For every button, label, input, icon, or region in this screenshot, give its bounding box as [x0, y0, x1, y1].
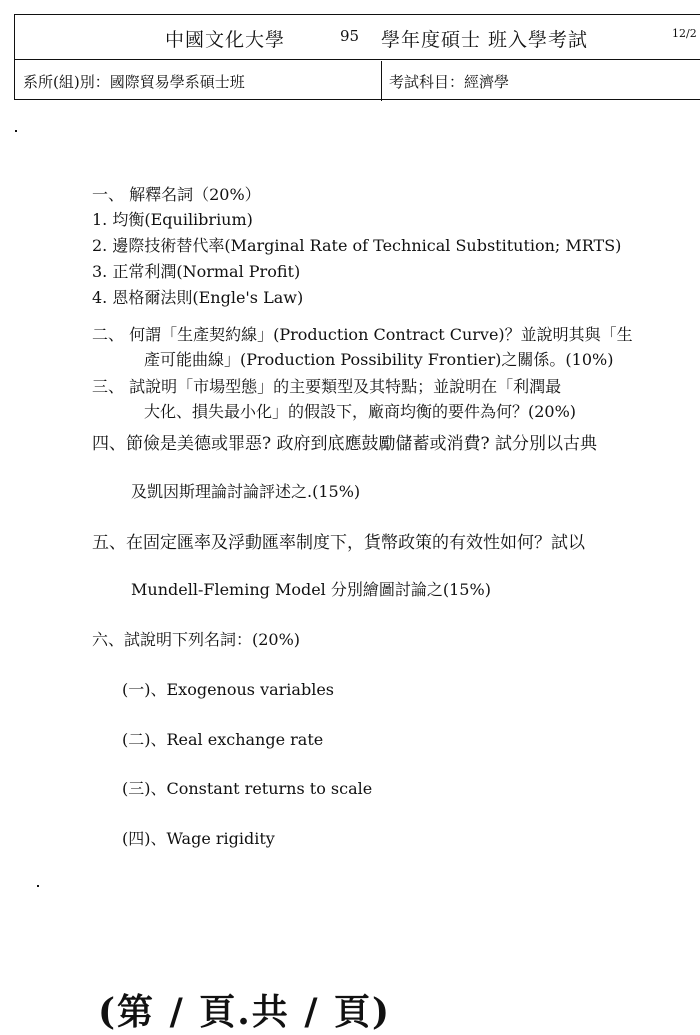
question-2-line: 產可能曲線」(Production Possibility Frontier)之關係。(10%)	[144, 350, 614, 369]
scan-speck	[37, 885, 39, 887]
question-5-line: Mundell-Fleming Model 分別繪圖討論之(15%)	[131, 580, 491, 599]
department-label: 系所(組)別：國際貿易學系碩士班	[23, 73, 245, 91]
question-6-item: (一)、Exogenous variables	[122, 680, 334, 699]
question-1-item: 4. 恩格爾法則(Engle's Law)	[92, 288, 304, 307]
question-2-line: 二、 何謂「生產契約線」(Production Contract Curve)？並說明其與「生	[92, 325, 633, 344]
subject-label: 考試科目：經濟學	[389, 73, 510, 91]
question-5-line: 五、在固定匯率及浮動匯率制度下，貨幣政策的有效性如何？試以	[92, 533, 585, 553]
header-divider	[381, 61, 382, 101]
question-4-line: 四、節儉是美德或罪惡? 政府到底應鼓勵儲蓄或消費? 試分別以古典	[92, 434, 598, 454]
question-3-line: 三、 試說明「市場型態」的主要類型及其特點；並說明在「利潤最	[92, 377, 562, 396]
question-4-line: 及凱因斯理論討論評述之.(15%)	[131, 482, 361, 501]
question-6-heading: 六、試說明下列名詞：(20%)	[92, 630, 301, 649]
academic-year: 95	[340, 27, 360, 45]
question-1-item: 1. 均衡(Equilibrium)	[92, 210, 253, 229]
header-title-row	[15, 15, 700, 60]
page-reference: 12/2	[672, 27, 697, 40]
scan-speck	[15, 130, 17, 132]
question-6-item: (二)、Real exchange rate	[122, 730, 324, 749]
question-1-item: 3. 正常利潤(Normal Profit)	[92, 262, 301, 281]
question-6-item: (四)、Wage rigidity	[122, 829, 275, 848]
exam-header	[14, 14, 700, 100]
question-3-line: 大化、損失最小化」的假設下，廠商均衡的要件為何？(20%)	[144, 402, 577, 421]
question-6-item: (三)、Constant returns to scale	[122, 779, 373, 798]
question-1-heading: 一、 解釋名詞（20%）	[92, 185, 261, 204]
university-name: 中國文化大學	[165, 29, 286, 51]
exam-title: 學年度碩士 班入學考試	[381, 29, 589, 51]
page-footer: (第 / 頁.共 / 頁)	[98, 991, 392, 1033]
question-1-item: 2. 邊際技術替代率(Marginal Rate of Technical Substitution; MRTS)	[92, 236, 622, 255]
